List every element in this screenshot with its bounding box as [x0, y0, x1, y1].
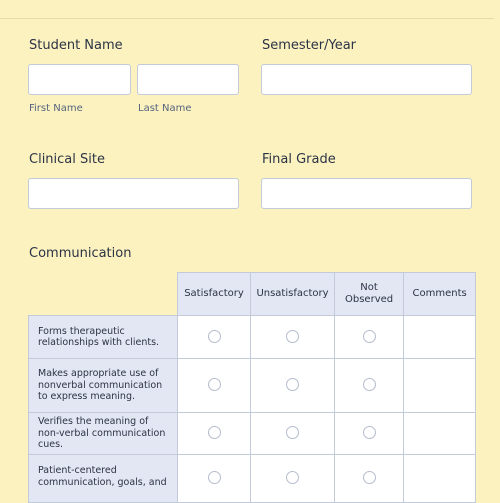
- matrix-row: [29, 455, 476, 503]
- satisfactory-cell: [178, 413, 251, 455]
- matrix-row: [29, 316, 476, 359]
- unsatisfactory-cell: [251, 316, 335, 359]
- first-name-sublabel: First Name: [29, 103, 83, 114]
- matrix-row: [29, 359, 476, 413]
- clinical-site-input[interactable]: [28, 178, 239, 209]
- comments-cell[interactable]: [404, 359, 476, 413]
- unsatisfactory-radio[interactable]: [286, 471, 299, 484]
- matrix-corner: [29, 273, 178, 316]
- satisfactory-cell: [178, 316, 251, 359]
- unsatisfactory-cell: [251, 455, 335, 503]
- row-label: Verifies the meaning of non-verbal communication cues.: [29, 413, 178, 455]
- comments-cell[interactable]: [404, 455, 476, 503]
- satisfactory-cell: [178, 359, 251, 413]
- final-grade-input[interactable]: [261, 178, 472, 209]
- column-header-unsatisfactory: Unsatisfactory: [251, 273, 335, 316]
- satisfactory-radio[interactable]: [208, 426, 221, 439]
- communication-title: Communication: [29, 246, 132, 261]
- row-label: Patient-centered communication, goals, and: [29, 455, 178, 503]
- matrix-header-row: [29, 273, 476, 316]
- column-header-not-observed: Not Observed: [335, 273, 404, 316]
- comments-cell[interactable]: [404, 316, 476, 359]
- unsatisfactory-radio[interactable]: [286, 378, 299, 391]
- last-name-input[interactable]: [137, 64, 239, 95]
- unsatisfactory-radio[interactable]: [286, 330, 299, 343]
- column-header-satisfactory: Satisfactory: [178, 273, 251, 316]
- semester-year-input[interactable]: [261, 64, 472, 95]
- not-observed-cell: [335, 455, 404, 503]
- not-observed-radio[interactable]: [363, 378, 376, 391]
- first-name-input[interactable]: [28, 64, 131, 95]
- not-observed-cell: [335, 316, 404, 359]
- not-observed-radio[interactable]: [363, 426, 376, 439]
- student-name-label: Student Name: [29, 38, 123, 53]
- not-observed-cell: [335, 359, 404, 413]
- satisfactory-radio[interactable]: [208, 378, 221, 391]
- row-label: Forms therapeutic relationships with clients.: [29, 316, 178, 359]
- satisfactory-radio[interactable]: [208, 471, 221, 484]
- comments-cell[interactable]: [404, 413, 476, 455]
- satisfactory-radio[interactable]: [208, 330, 221, 343]
- satisfactory-cell: [178, 455, 251, 503]
- unsatisfactory-cell: [251, 359, 335, 413]
- top-divider: [0, 18, 494, 19]
- semester-year-label: Semester/Year: [262, 38, 357, 53]
- final-grade-label: Final Grade: [262, 152, 336, 167]
- matrix-row: [29, 413, 476, 455]
- not-observed-radio[interactable]: [363, 471, 376, 484]
- row-label: Makes appropriate use of nonverbal communication to express meaning.: [29, 359, 178, 413]
- unsatisfactory-cell: [251, 413, 335, 455]
- not-observed-cell: [335, 413, 404, 455]
- clinical-site-label: Clinical Site: [29, 152, 105, 167]
- last-name-sublabel: Last Name: [138, 103, 192, 114]
- communication-matrix: [28, 272, 476, 503]
- not-observed-radio[interactable]: [363, 330, 376, 343]
- unsatisfactory-radio[interactable]: [286, 426, 299, 439]
- column-header-comments: Comments: [404, 273, 476, 316]
